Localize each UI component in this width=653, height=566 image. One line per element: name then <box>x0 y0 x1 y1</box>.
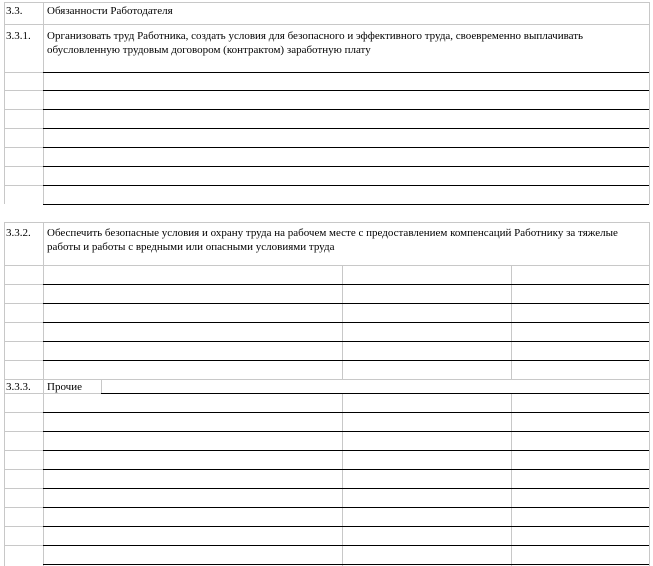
writing-line[interactable] <box>101 393 649 394</box>
writing-line[interactable] <box>43 507 649 508</box>
row-stub <box>4 412 43 413</box>
row-stub <box>4 526 43 527</box>
row-stub <box>4 450 43 451</box>
row-stub <box>4 545 43 546</box>
section-number: 3.3. <box>6 5 23 17</box>
writing-line[interactable] <box>43 128 649 129</box>
writing-line[interactable] <box>43 564 649 565</box>
writing-line[interactable] <box>43 545 649 546</box>
writing-line[interactable] <box>43 166 649 167</box>
row-stub <box>4 128 43 129</box>
block2-grid-top <box>43 265 649 266</box>
item-3-3-1-number: 3.3.1. <box>6 30 31 42</box>
row-stub <box>4 72 43 73</box>
writing-line[interactable] <box>43 322 649 323</box>
row-stub <box>4 284 43 285</box>
row-stub <box>4 431 43 432</box>
column-divider-1 <box>342 393 343 566</box>
item-3-3-2-text: Обеспечить безопасные условия и охрану труда на рабочем месте с предоставлением компенсаций Работнику за тяжелые работы и работы с вредными или опасными условиями труда <box>47 227 618 253</box>
row-stub <box>4 90 43 91</box>
row-stub <box>4 265 43 266</box>
row-stub <box>4 147 43 148</box>
row-stub <box>4 469 43 470</box>
writing-line[interactable] <box>43 147 649 148</box>
column-divider-2 <box>511 393 512 566</box>
row-stub <box>4 360 43 361</box>
row-stub <box>4 322 43 323</box>
block2-top-border <box>4 222 649 223</box>
row-stub <box>4 488 43 489</box>
writing-line[interactable] <box>43 488 649 489</box>
row-stub <box>4 303 43 304</box>
block1-header-divider <box>4 24 649 25</box>
writing-line[interactable] <box>43 204 649 205</box>
row-stub <box>4 109 43 110</box>
row-stub <box>4 185 43 186</box>
writing-line[interactable] <box>43 185 649 186</box>
writing-line[interactable] <box>43 72 649 73</box>
section-title: Обязанности Работодателя <box>47 5 173 17</box>
block2-left-border <box>4 222 5 566</box>
row-stub <box>4 507 43 508</box>
writing-line[interactable] <box>43 526 649 527</box>
writing-line[interactable] <box>43 303 649 304</box>
block1-left-border <box>4 2 5 204</box>
item-3-3-3-number: 3.3.3. <box>6 381 31 393</box>
label-cell-divider <box>101 379 102 393</box>
row-stub <box>4 166 43 167</box>
block2-right-border <box>649 222 650 566</box>
writing-line[interactable] <box>43 109 649 110</box>
item-3-3-2-number: 3.3.2. <box>6 227 31 239</box>
block1-number-column-divider <box>43 2 44 204</box>
writing-line[interactable] <box>43 284 649 285</box>
block1-right-border <box>649 2 650 204</box>
writing-line[interactable] <box>43 341 649 342</box>
writing-line[interactable] <box>43 431 649 432</box>
writing-line[interactable] <box>43 360 649 361</box>
writing-line[interactable] <box>43 450 649 451</box>
writing-line[interactable] <box>43 412 649 413</box>
block1-top-border <box>4 2 649 3</box>
block2-number-column-divider <box>43 222 44 566</box>
writing-line[interactable] <box>43 90 649 91</box>
writing-line[interactable] <box>43 469 649 470</box>
row-stub <box>4 393 43 394</box>
label-cell-bottom <box>43 393 101 394</box>
item-3-3-1-text: Организовать труд Работника, создать условия для безопасного и эффективного труда, своевременно выплачивать обусловленную трудовым договором (контрактом) заработную плату <box>47 30 584 56</box>
item-3-3-3-label: Прочие <box>47 381 82 393</box>
row-stub <box>4 341 43 342</box>
